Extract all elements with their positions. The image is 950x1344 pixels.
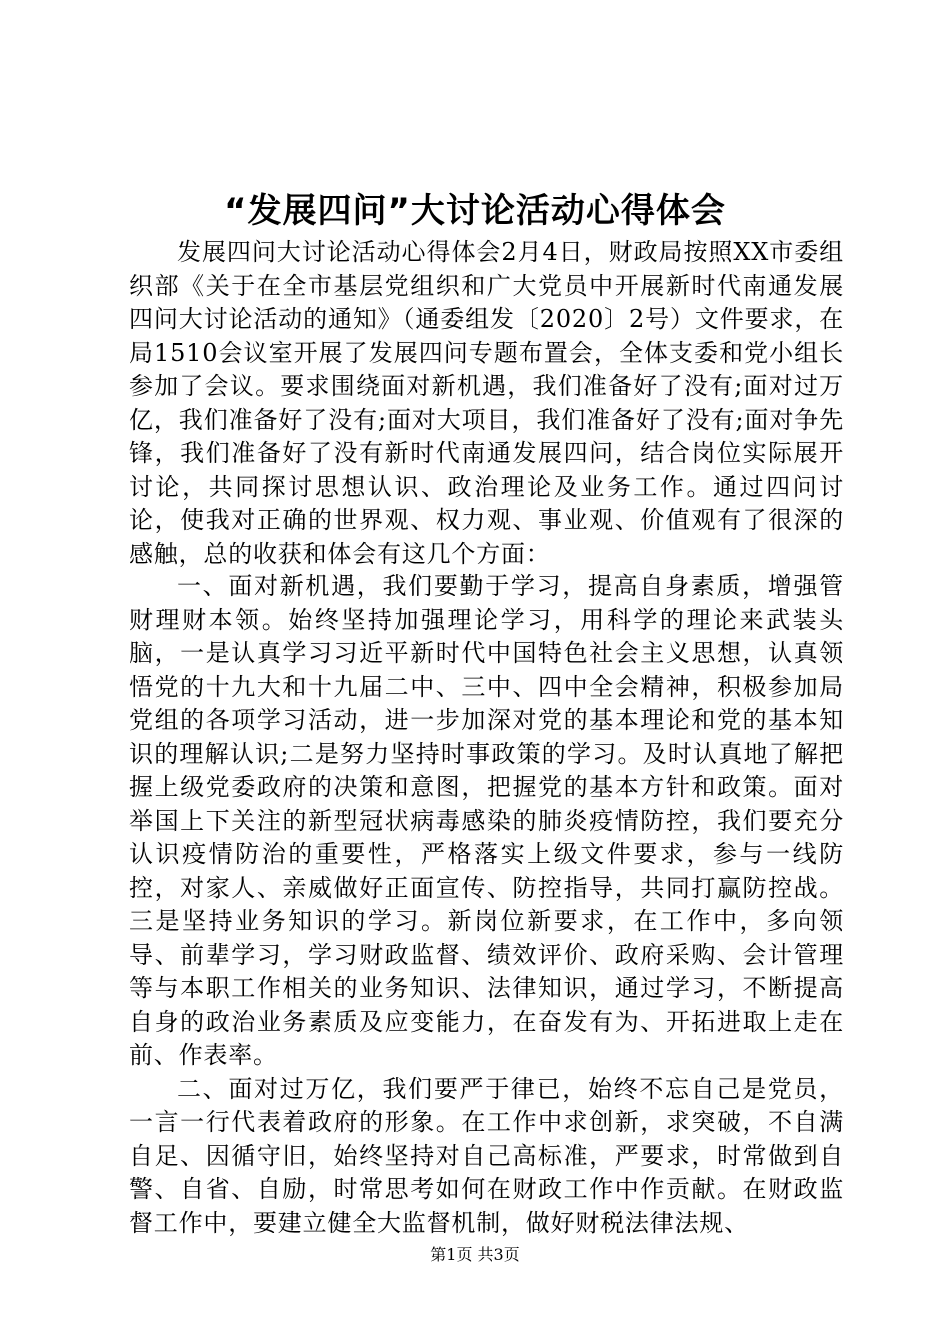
paragraph-section-one: 一、面对新机遇，我们要勤于学习，提高自身素质，增强管财理财本领。始终坚持加强理论学习，用科学的理论来武装头脑，一是认真学习习近平新时代中国特色社会主义思想，认真领悟党的十九大和十九届二中、三中、四中全会精神，积极参加局党组的各项学习活动，进一步加深对党的基本理论和党的基本知识的理解认识;二是努力坚持时事政策的学习。及时认真地了解把握上级党委政府的决策和意图，把握党的基本方针和政策。面对举国上下关注的新型冠状病毒感染的肺炎疫情防控，我们要充分认识疫情防治的重要性，严格落实上级文件要求，参与一线防控，对家人、亲威做好正面宣传、防控指导，共同打赢防控战。三是坚持业务知识的学习。新岗位新要求，在工作中，多向领导、前辈学习，学习财政监督、绩效评价、政府采购、会计管理等与本职工作相关的业务知识、法律知识，通过学习，不断提高自身的政治业务素质及应变能力，在奋发有为、开拓进取上走在前、作表率。	[129, 572, 844, 1069]
intro-section	[129, 236, 844, 571]
paragraph-intro: 发展四问大讨论活动心得体会2月4日，财政局按照XX市委组织部《关于在全市基层党组织和广大党员中开展新时代南通发展四问大讨论活动的通知》（通委组发〔2020〕2号）文件要求，在局1510会议室开展了发展四问专题布置会，全体支委和党小组长参加了会议。要求围绕面对新机遇，我们准备好了没有;面对过万亿，我们准备好了没有;面对大项目，我们准备好了没有;面对争先锋，我们准备好了没有新时代南通发展四问，结合岗位实际展开讨论，共同探讨思想认识、政治理论及业务工作。通过四问讨论，使我对正确的世界观、权力观、事业观、价值观有了很深的感触，总的收获和体会有这几个方面：	[129, 238, 844, 568]
main-section	[129, 570, 844, 1240]
document-title: “发展四问”大讨论活动心得体会	[224, 191, 726, 231]
paragraph-section-two: 二、面对过万亿，我们要严于律已，始终不忘自己是党员，一言一行代表着政府的形象。在工作中求创新，求突破，不自满自足、因循守旧，始终坚持对自己高标准，严要求，时常做到自警、自省、自励，时常思考如何在财政工作中作贡献。在财政监督工作中，要建立健全大监督机制，做好财税法律法规、	[129, 1074, 844, 1237]
page-number-footer: 第1页 共3页	[430, 1245, 520, 1264]
